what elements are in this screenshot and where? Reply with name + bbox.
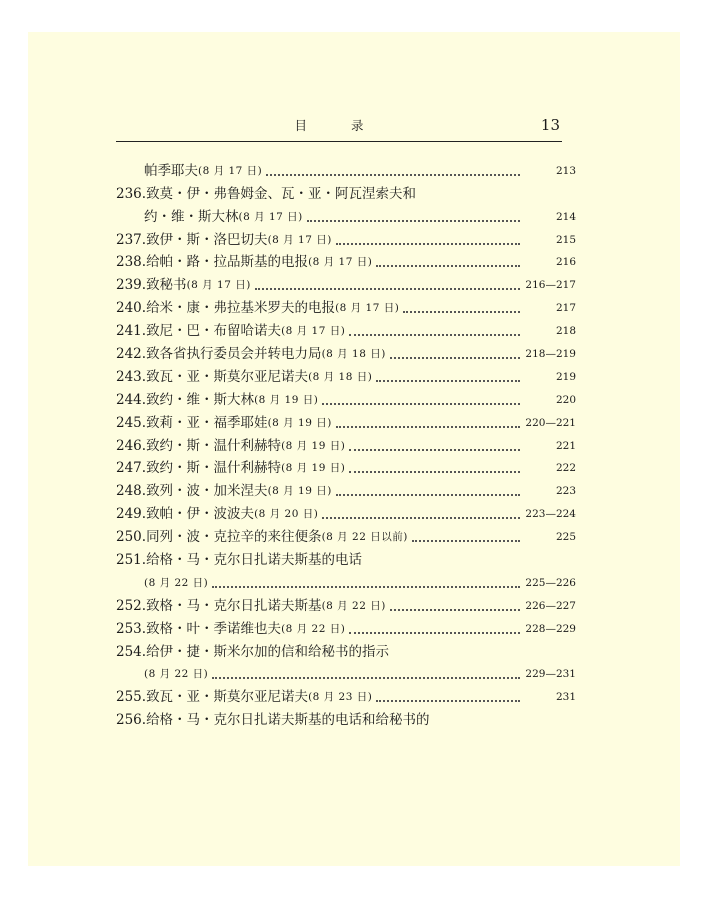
toc-entry <box>116 569 576 592</box>
toc-entry <box>116 409 576 432</box>
entry-number: 239. <box>116 277 147 294</box>
dot-leader <box>412 540 520 542</box>
entry-number: 242. <box>116 346 147 363</box>
dot-leader <box>349 334 520 336</box>
toc-entry <box>116 523 576 546</box>
entry-number: 237. <box>116 231 147 248</box>
page-number: 13 <box>540 116 560 134</box>
entry-title: 致秘书 <box>146 277 187 294</box>
entry-number: 243. <box>116 368 147 385</box>
dot-leader <box>336 494 520 496</box>
entry-number: 240. <box>116 300 147 317</box>
entry-page: 220 <box>555 393 576 406</box>
toc-entry <box>116 706 576 729</box>
entry-date: (8 月 22 日) <box>144 668 209 681</box>
entry-title: 致格・马・克尔日扎诺夫斯基 <box>146 597 322 614</box>
dot-leader <box>376 700 520 702</box>
entry-title: 致莫・伊・弗鲁姆金、瓦・亚・阿瓦涅索夫和 <box>146 185 417 202</box>
dot-leader <box>322 403 520 405</box>
toc-entry <box>116 363 576 386</box>
entry-date: (8 月 22 日) <box>321 599 386 612</box>
entry-date: (8 月 18 日) <box>308 370 373 383</box>
toc-entry <box>116 157 576 180</box>
dot-leader <box>403 311 520 313</box>
entry-number: 252. <box>116 597 147 614</box>
entry-title: 致瓦・亚・斯莫尔亚尼诺夫 <box>146 689 309 706</box>
entry-number: 245. <box>116 414 147 431</box>
page-header <box>116 117 562 142</box>
dot-leader <box>349 632 520 634</box>
entry-page: 231 <box>555 691 576 704</box>
toc-entry <box>116 661 576 684</box>
toc-entry <box>116 294 576 317</box>
dot-leader <box>336 243 520 245</box>
entry-title: 致约・斯・温什利赫特 <box>146 437 282 454</box>
toc-entry <box>116 638 576 661</box>
table-of-contents <box>116 157 576 729</box>
toc-entry <box>116 455 576 478</box>
entry-date: (8 月 17 日) <box>238 210 303 223</box>
entry-title: 给格・马・克尔日扎诺夫斯基的电话和给秘书的 <box>146 712 430 729</box>
entry-page: 222 <box>555 462 576 475</box>
toc-entry <box>116 317 576 340</box>
entry-page: 219 <box>555 370 576 383</box>
entry-title: 致瓦・亚・斯莫尔亚尼诺夫 <box>146 368 309 385</box>
toc-entry <box>116 386 576 409</box>
entry-number: 236. <box>116 185 147 202</box>
page-header-title: 目 录 <box>294 118 384 133</box>
dot-leader <box>322 517 520 519</box>
dot-leader <box>336 426 520 428</box>
entry-page: 225—226 <box>525 576 576 589</box>
entry-number: 250. <box>116 529 147 546</box>
entry-date: (8 月 17 日) <box>281 325 346 338</box>
entry-title: 致帕・伊・波波夫 <box>146 506 255 523</box>
entry-date: (8 月 19 日) <box>281 439 346 452</box>
entry-number: 238. <box>116 254 147 271</box>
entry-page: 223—224 <box>525 508 576 521</box>
entry-title: 致伊・斯・洛巴切夫 <box>146 231 268 248</box>
entry-number: 247. <box>116 460 147 477</box>
entry-page: 217 <box>555 302 576 315</box>
entry-page: 220—221 <box>525 416 576 429</box>
toc-entry <box>116 226 576 249</box>
entry-number: 254. <box>116 643 147 660</box>
dot-leader <box>390 609 520 611</box>
entry-page: 223 <box>555 485 576 498</box>
entry-number: 251. <box>116 552 147 569</box>
entry-title: 致各省执行委员会并转电力局 <box>146 346 322 363</box>
dot-leader <box>376 380 520 382</box>
entry-title: 致格・叶・季诺维也夫 <box>146 620 282 637</box>
toc-entry <box>116 546 576 569</box>
entry-title: 致尼・巴・布留哈诺夫 <box>146 323 282 340</box>
toc-entry <box>116 477 576 500</box>
entry-date: (8 月 17 日) <box>186 279 251 292</box>
entry-title: 致约・维・斯大林 <box>146 391 255 408</box>
entry-page: 229—231 <box>525 668 576 681</box>
entry-number: 244. <box>116 391 147 408</box>
dot-leader <box>349 449 520 451</box>
entry-title: 给伊・捷・斯米尔加的信和给秘书的指示 <box>146 643 390 660</box>
entry-date: (8 月 23 日) <box>308 691 373 704</box>
dot-leader <box>349 471 520 473</box>
dot-leader <box>266 174 520 176</box>
entry-number: 248. <box>116 483 147 500</box>
entry-page: 221 <box>555 439 576 452</box>
entry-page: 218—219 <box>525 348 576 361</box>
entry-number: 256. <box>116 712 147 729</box>
entry-date: (8 月 19 日) <box>267 416 332 429</box>
entry-date: (8 月 17 日) <box>267 233 332 246</box>
toc-entry <box>116 615 576 638</box>
entry-date: (8 月 19 日) <box>267 485 332 498</box>
entry-date: (8 月 18 日) <box>321 348 386 361</box>
dot-leader <box>212 677 520 679</box>
dot-leader <box>307 220 520 222</box>
entry-date: (8 月 20 日) <box>254 508 319 521</box>
toc-entry <box>116 249 576 272</box>
entry-date: (8 月 19 日) <box>281 462 346 475</box>
dot-leader <box>376 265 520 267</box>
toc-entry <box>116 592 576 615</box>
entry-title: 同列・波・克拉辛的来往便条 <box>146 529 322 546</box>
entry-title: 帕季耶夫 <box>144 162 198 179</box>
toc-entry <box>116 180 576 203</box>
entry-page: 213 <box>555 164 576 177</box>
entry-date: (8 月 22 日) <box>144 576 209 589</box>
entry-date: (8 月 17 日) <box>335 302 400 315</box>
toc-entry <box>116 271 576 294</box>
entry-page: 215 <box>555 233 576 246</box>
entry-page: 218 <box>555 325 576 338</box>
entry-date: (8 月 19 日) <box>254 393 319 406</box>
entry-number: 249. <box>116 506 147 523</box>
entry-title: 给帕・路・拉品斯基的电报 <box>146 254 309 271</box>
entry-page: 216 <box>555 256 576 269</box>
entry-title: 约・维・斯大林 <box>144 208 239 225</box>
entry-date: (8 月 17 日) <box>308 256 373 269</box>
toc-entry <box>116 500 576 523</box>
entry-number: 241. <box>116 323 147 340</box>
entry-title: 给格・马・克尔日扎诺夫斯基的电话 <box>146 552 363 569</box>
dot-leader <box>255 288 520 290</box>
entry-title: 致列・波・加米涅夫 <box>146 483 268 500</box>
entry-page: 216—217 <box>525 279 576 292</box>
entry-date: (8 月 22 日以前) <box>321 531 408 544</box>
entry-page: 228—229 <box>525 622 576 635</box>
entry-page: 225 <box>555 531 576 544</box>
entry-title: 给米・康・弗拉基米罗夫的电报 <box>146 300 336 317</box>
entry-number: 253. <box>116 620 147 637</box>
toc-entry <box>116 683 576 706</box>
toc-entry <box>116 203 576 226</box>
toc-entry <box>116 340 576 363</box>
entry-title: 致约・斯・温什利赫特 <box>146 460 282 477</box>
entry-number: 246. <box>116 437 147 454</box>
toc-entry <box>116 432 576 455</box>
entry-date: (8 月 17 日) <box>198 164 263 177</box>
entry-page: 226—227 <box>525 599 576 612</box>
dot-leader <box>390 357 520 359</box>
dot-leader <box>212 586 520 588</box>
entry-title: 致莉・亚・福季耶娃 <box>146 414 268 431</box>
entry-number: 255. <box>116 689 147 706</box>
entry-date: (8 月 22 日) <box>281 622 346 635</box>
entry-page: 214 <box>555 210 576 223</box>
